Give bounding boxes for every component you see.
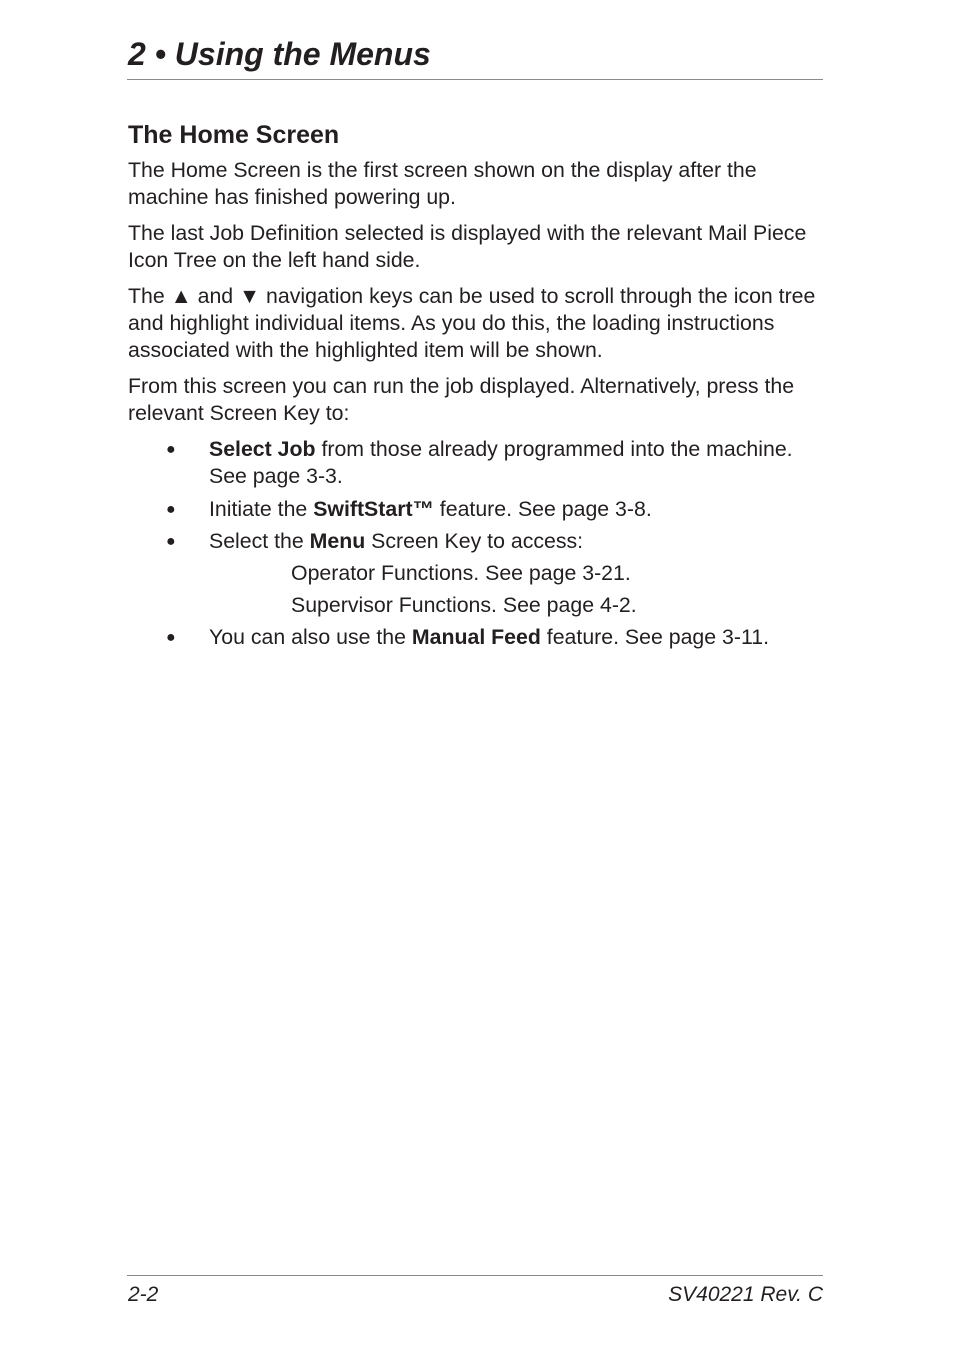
bullet-icon: ● [166, 501, 176, 518]
document-id: SV40221 Rev. C [668, 1283, 823, 1306]
paragraph-screen-keys: From this screen you can run the job displayed. Alternatively, press the relevant Screen Key to: [128, 374, 795, 425]
list-item-text: You can also use the Manual Feed feature. See page 3-11. [209, 625, 769, 649]
section-heading: The Home Screen [128, 121, 340, 149]
sub-item-operator-functions: Operator Functions. See page 3-21. [291, 561, 631, 585]
bullet-icon: ● [166, 441, 176, 458]
paragraph-job-definition: The last Job Definition selected is displayed with the relevant Mail Piece Icon Tree on the left hand side. [128, 221, 807, 272]
list-item-text: Select Job from those already programmed into the machine. See page 3-3. [209, 437, 793, 488]
header-divider [127, 79, 823, 80]
sub-item-supervisor-functions: Supervisor Functions. See page 4-2. [291, 593, 637, 617]
paragraph-navigation: The ▲ and ▼ navigation keys can be used to scroll through the icon tree and highlight individual items. As you do this, the loading instructions associated with the highlighted item will be shown. [128, 284, 816, 362]
footer-divider [127, 1275, 823, 1276]
bullet-icon: ● [166, 533, 176, 550]
page-number: 2-2 [128, 1283, 159, 1306]
list-item-text: Select the Menu Screen Key to access: [209, 529, 584, 553]
list-item-text: Initiate the SwiftStart™ feature. See page 3-8. [209, 497, 652, 521]
chapter-title: 2 • Using the Menus [128, 36, 431, 72]
paragraph-intro: The Home Screen is the first screen shown on the display after the machine has finished powering up. [128, 158, 757, 209]
bullet-icon: ● [166, 629, 176, 646]
